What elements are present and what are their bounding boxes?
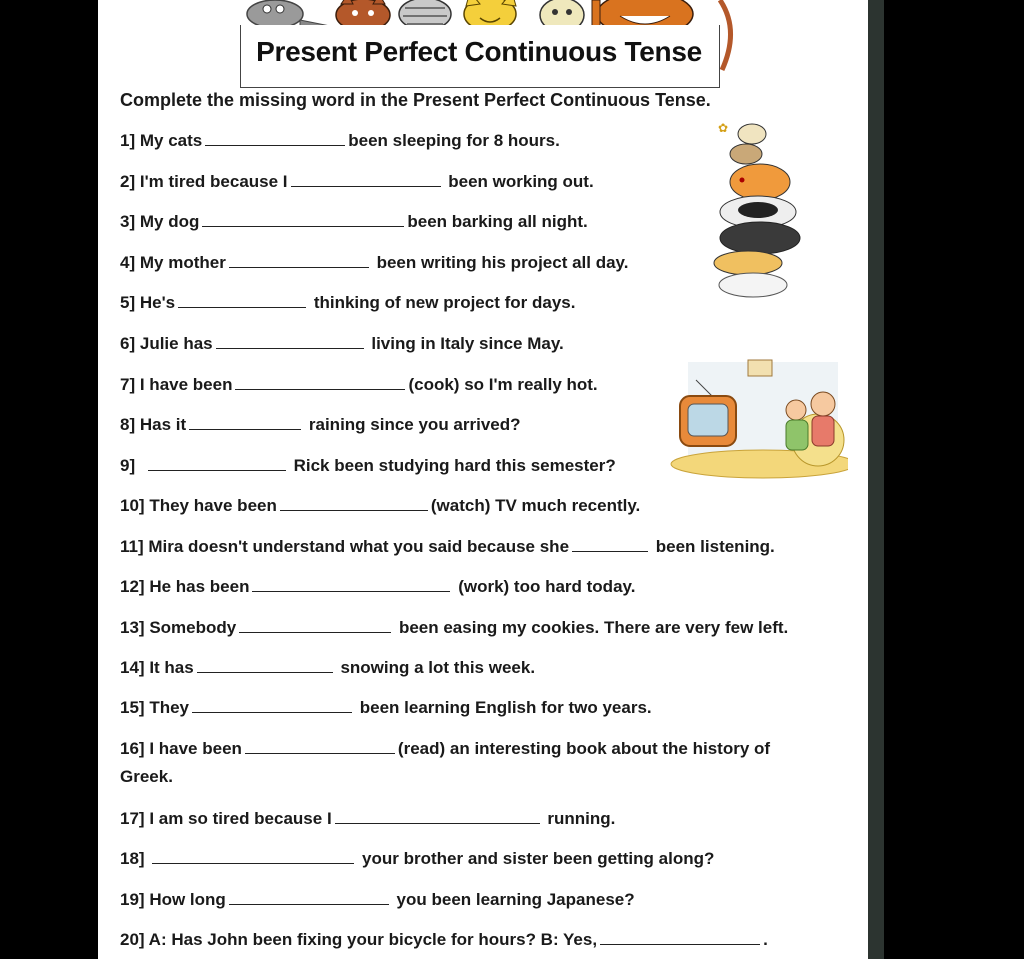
answer-blank[interactable] bbox=[152, 849, 354, 864]
answer-blank[interactable] bbox=[216, 334, 364, 349]
answer-blank[interactable] bbox=[178, 293, 306, 308]
question-16: 16] I have been (read) an interesting book about the history of bbox=[120, 739, 771, 758]
question-16-continuation: Greek. bbox=[120, 767, 173, 786]
svg-text:✿: ✿ bbox=[718, 121, 729, 135]
background-strip bbox=[868, 0, 884, 959]
question-15: 15] They been learning English for two years. bbox=[120, 698, 652, 717]
page-title: Present Perfect Continuous Tense bbox=[256, 36, 702, 67]
question-14: 14] It has snowing a lot this week. bbox=[120, 658, 536, 677]
family-tv-illustration bbox=[668, 352, 848, 480]
question-12: 12] He has been (work) too hard today. bbox=[120, 577, 636, 596]
answer-blank[interactable] bbox=[245, 739, 395, 754]
answer-blank[interactable] bbox=[229, 253, 369, 268]
question-9: 9] Rick been studying hard this semester? bbox=[120, 456, 616, 475]
question-18: 18] your brother and sister been getting along? bbox=[120, 849, 715, 868]
question-7: 7] I have been (cook) so I'm really hot. bbox=[120, 375, 598, 394]
stacked-cats-illustration bbox=[708, 118, 818, 300]
question-10: 10] They have been (watch) TV much recently. bbox=[120, 496, 641, 515]
answer-blank[interactable] bbox=[229, 890, 389, 905]
answer-blank[interactable] bbox=[235, 375, 405, 390]
answer-blank[interactable] bbox=[291, 172, 441, 187]
answer-blank[interactable] bbox=[335, 809, 540, 824]
answer-blank[interactable] bbox=[572, 537, 648, 552]
answer-blank[interactable] bbox=[202, 212, 404, 227]
question-5: 5] He's thinking of new project for days. bbox=[120, 293, 576, 312]
question-13: 13] Somebody been easing my cookies. There are very few left. bbox=[120, 618, 789, 637]
question-4: 4] My mother been writing his project all day. bbox=[120, 253, 629, 272]
question-19: 19] How long you been learning Japanese? bbox=[120, 890, 635, 909]
answer-blank[interactable] bbox=[239, 618, 391, 633]
instructions: Complete the missing word in the Present Perfect Continuous Tense. bbox=[120, 90, 711, 110]
question-11: 11] Mira doesn't understand what you said because she been listening. bbox=[120, 537, 775, 556]
answer-blank[interactable] bbox=[148, 456, 286, 471]
question-2: 2] I'm tired because I been working out. bbox=[120, 172, 594, 191]
question-3: 3] My dog been barking all night. bbox=[120, 212, 588, 231]
question-6: 6] Julie has living in Italy since May. bbox=[120, 334, 564, 353]
answer-blank[interactable] bbox=[197, 658, 333, 673]
question-20: 20] A: Has John been fixing your bicycle for hours? B: Yes, . bbox=[120, 930, 768, 949]
answer-blank[interactable] bbox=[280, 496, 428, 511]
answer-blank[interactable] bbox=[192, 698, 352, 713]
question-8: 8] Has it raining since you arrived? bbox=[120, 415, 521, 434]
answer-blank[interactable] bbox=[189, 415, 301, 430]
answer-blank[interactable] bbox=[205, 131, 345, 146]
answer-blank[interactable] bbox=[252, 577, 450, 592]
answer-blank[interactable] bbox=[600, 930, 760, 945]
question-1: 1] My cats been sleeping for 8 hours. bbox=[120, 131, 560, 150]
question-17: 17] I am so tired because I running. bbox=[120, 809, 616, 828]
